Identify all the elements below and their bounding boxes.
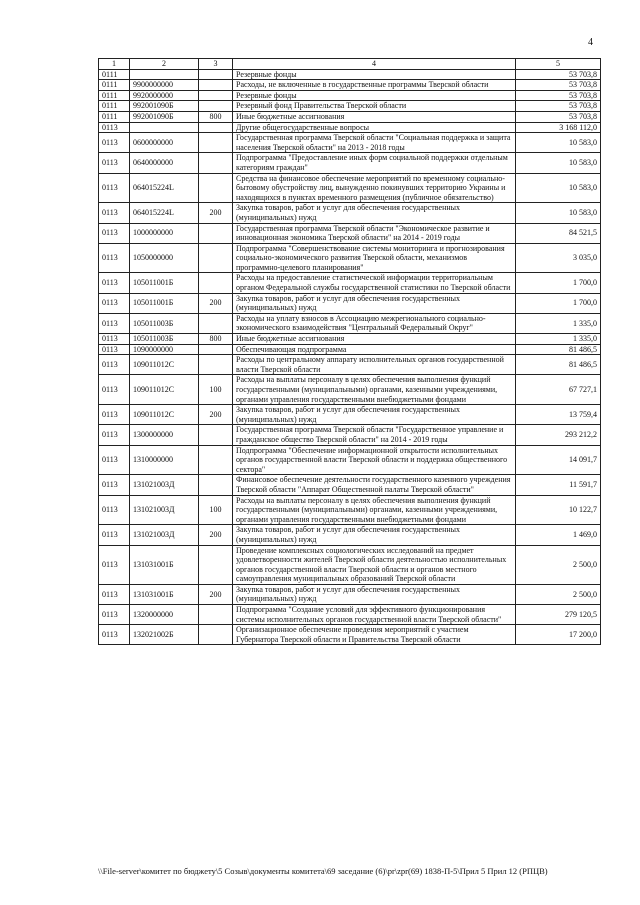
target-code-cell: 131021003Д [130,525,199,545]
section-code-cell: 0113 [99,273,130,293]
amount-cell: 17 200,0 [516,625,601,645]
target-code-cell: 9920000000 [130,90,199,101]
item-name-cell: Подпрограмма "Предоставление иных форм социальной поддержки отдельным категориям граждан" [233,153,516,173]
amount-cell: 10 583,0 [516,153,601,173]
target-code-cell: 1300000000 [130,425,199,445]
table-row [99,605,601,625]
target-code-cell: 1000000000 [130,223,199,243]
amount-cell: 10 122,7 [516,495,601,525]
item-name-cell: Государственная программа Тверской области "Экономическое развитие и инновационная экономика Тверской области" на 2014 - 2019 годы [233,223,516,243]
section-code-cell: 0113 [99,355,130,375]
section-code-cell: 0113 [99,334,130,345]
section-code-cell: 0113 [99,584,130,604]
section-code-cell: 0111 [99,69,130,80]
table-row [99,625,601,645]
amount-cell: 2 500,0 [516,545,601,584]
item-name-cell: Резервные фонды [233,90,516,101]
table-row [99,495,601,525]
amount-cell: 10 583,0 [516,173,601,203]
section-code-cell: 0113 [99,243,130,273]
section-code-cell: 0113 [99,405,130,425]
item-name-cell: Другие общегосударственные вопросы [233,122,516,133]
item-name-cell: Резервный фонд Правительства Тверской области [233,101,516,112]
target-code-cell: 105011003Б [130,313,199,333]
amount-cell: 3 035,0 [516,243,601,273]
expense-type-cell [199,355,233,375]
expense-type-cell [199,344,233,355]
item-name-cell: Иные бюджетные ассигнования [233,111,516,122]
table-row [99,122,601,133]
amount-cell: 1 700,0 [516,293,601,313]
expense-type-cell [199,101,233,112]
expense-type-cell [199,273,233,293]
section-code-cell: 0111 [99,90,130,101]
expense-type-cell [199,425,233,445]
item-name-cell: Расходы на выплаты персоналу в целях обеспечения выполнения функций государственными (муниципальными) органами, казенными учреждениями, органами управления государственными внебюджетными фондами [233,375,516,405]
item-name-cell: Средства на финансовое обеспечение мероприятий по временному социально-бытовому обустройству лиц, вынужденно покинувших территорию Украины и находящихся в пунктах временного размещения (публичное обязательство) [233,173,516,203]
target-code-cell: 1310000000 [130,445,199,475]
item-name-cell: Государственная программа Тверской области "Социальная поддержка и защита населения Тверской области" на 2013 - 2018 годы [233,133,516,153]
section-code-cell: 0113 [99,625,130,645]
page-number: 4 [588,37,593,48]
amount-cell: 3 168 112,0 [516,122,601,133]
target-code-cell: 131021003Д [130,495,199,525]
amount-cell: 1 335,0 [516,313,601,333]
table-header-row [99,59,601,70]
target-code-cell: 1320000000 [130,605,199,625]
section-code-cell: 0113 [99,293,130,313]
item-name-cell: Обеспечивающая подпрограмма [233,344,516,355]
section-code-cell: 0113 [99,313,130,333]
target-code-cell [130,69,199,80]
target-code-cell [130,122,199,133]
section-code-cell: 0113 [99,475,130,495]
budget-table [98,58,601,645]
expense-type-cell [199,80,233,91]
target-code-cell: 131031001Б [130,545,199,584]
amount-cell: 53 703,8 [516,111,601,122]
amount-cell: 293 212,2 [516,425,601,445]
table-row [99,273,601,293]
target-code-cell: 1090000000 [130,344,199,355]
section-code-cell: 0111 [99,101,130,112]
expense-type-cell [199,475,233,495]
table-row [99,425,601,445]
expense-type-cell [199,90,233,101]
table-row [99,90,601,101]
target-code-cell: 109011012С [130,375,199,405]
table-row [99,355,601,375]
section-code-cell: 0113 [99,375,130,405]
amount-cell: 279 120,5 [516,605,601,625]
expense-type-cell [199,223,233,243]
table-row [99,313,601,333]
target-code-cell: 109011012С [130,405,199,425]
expense-type-cell: 800 [199,334,233,345]
item-name-cell: Закупка товаров, работ и услуг для обеспечения государственных (муниципальных) нужд [233,525,516,545]
column-header: 3 [199,59,233,70]
expense-type-cell [199,545,233,584]
table-row [99,293,601,313]
section-code-cell: 0111 [99,111,130,122]
target-code-cell: 105011001Б [130,293,199,313]
item-name-cell: Расходы по центральному аппарату исполнительных органов государственной власти Тверской области [233,355,516,375]
item-name-cell: Закупка товаров, работ и услуг для обеспечения государственных (муниципальных) нужд [233,293,516,313]
expense-type-cell [199,133,233,153]
amount-cell: 11 591,7 [516,475,601,495]
target-code-cell: 064015224L [130,173,199,203]
table-row [99,584,601,604]
expense-type-cell [199,153,233,173]
target-code-cell: 105011003Б [130,334,199,345]
item-name-cell: Закупка товаров, работ и услуг для обеспечения государственных (муниципальных) нужд [233,405,516,425]
expense-type-cell: 200 [199,584,233,604]
expense-type-cell [199,173,233,203]
item-name-cell: Иные бюджетные ассигнования [233,334,516,345]
section-code-cell: 0113 [99,173,130,203]
column-header: 2 [130,59,199,70]
amount-cell: 81 486,5 [516,355,601,375]
table-row [99,101,601,112]
amount-cell: 10 583,0 [516,133,601,153]
section-code-cell: 0113 [99,153,130,173]
target-code-cell: 9900000000 [130,80,199,91]
item-name-cell: Финансовое обеспечение деятельности государственного казенного учреждения Тверской области "Аппарат Общественной палаты Тверской области" [233,475,516,495]
table-row [99,111,601,122]
item-name-cell: Расходы, не включенные в государственные программы Тверской области [233,80,516,91]
target-code-cell: 992001090Б [130,101,199,112]
footer-file-path: \\File-server\комитет по бюджету\5 Созыв\документы комитета\69 заседание (6)\pr\zpr(69) 1838-П-5\Прил 5 Прил 12 (РПЦВ) [98,866,548,876]
section-code-cell: 0113 [99,223,130,243]
amount-cell: 84 521,5 [516,223,601,243]
item-name-cell: Организационное обеспечение проведения мероприятий с участием Губернатора Тверской области и Правительства Тверской области [233,625,516,645]
item-name-cell: Расходы на выплаты персоналу в целях обеспечения выполнения функций государственными (муниципальными) органами, казенными учреждениями, органами управления государственными внебюджетными фондами [233,495,516,525]
expense-type-cell: 200 [199,405,233,425]
section-code-cell: 0111 [99,80,130,91]
table-row [99,203,601,223]
item-name-cell: Подпрограмма "Обеспечение информационной открытости исполнительных органов государственной власти Тверской области и поддержка общественного сектора" [233,445,516,475]
table-row [99,334,601,345]
section-code-cell: 0113 [99,203,130,223]
amount-cell: 67 727,1 [516,375,601,405]
table-row [99,445,601,475]
table-row [99,545,601,584]
expense-type-cell [199,122,233,133]
table-row [99,153,601,173]
table-row [99,405,601,425]
item-name-cell: Закупка товаров, работ и услуг для обеспечения государственных (муниципальных) нужд [233,203,516,223]
section-code-cell: 0113 [99,545,130,584]
column-header: 4 [233,59,516,70]
expense-type-cell [199,605,233,625]
section-code-cell: 0113 [99,495,130,525]
target-code-cell: 132021002Б [130,625,199,645]
amount-cell: 13 759,4 [516,405,601,425]
target-code-cell: 064015224L [130,203,199,223]
table-row [99,80,601,91]
expense-type-cell [199,313,233,333]
table-row [99,375,601,405]
expense-type-cell: 800 [199,111,233,122]
target-code-cell: 109011012С [130,355,199,375]
amount-cell: 81 486,5 [516,344,601,355]
section-code-cell: 0113 [99,605,130,625]
target-code-cell: 1050000000 [130,243,199,273]
expense-type-cell [199,445,233,475]
section-code-cell: 0113 [99,445,130,475]
amount-cell: 1 469,0 [516,525,601,545]
expense-type-cell: 100 [199,375,233,405]
section-code-cell: 0113 [99,133,130,153]
item-name-cell: Подпрограмма "Совершенствование системы мониторинга и прогнозирования социально-экономического развития Тверской области, механизмов программно-целевого планирования" [233,243,516,273]
column-header: 1 [99,59,130,70]
expense-type-cell [199,243,233,273]
target-code-cell: 105011001Б [130,273,199,293]
table-row [99,133,601,153]
item-name-cell: Расходы на уплату взносов в Ассоциацию межрегионального социально-экономического взаимодействия "Центральный Федеральный Округ" [233,313,516,333]
amount-cell: 14 091,7 [516,445,601,475]
expense-type-cell: 100 [199,495,233,525]
amount-cell: 1 700,0 [516,273,601,293]
target-code-cell: 131021003Д [130,475,199,495]
amount-cell: 10 583,0 [516,203,601,223]
target-code-cell: 131031001Б [130,584,199,604]
table-row [99,173,601,203]
item-name-cell: Закупка товаров, работ и услуг для обеспечения государственных (муниципальных) нужд [233,584,516,604]
section-code-cell: 0113 [99,344,130,355]
item-name-cell: Государственная программа Тверской области "Государственное управление и гражданское общество Тверской области" на 2014 - 2019 годы [233,425,516,445]
amount-cell: 2 500,0 [516,584,601,604]
target-code-cell: 0600000000 [130,133,199,153]
expense-type-cell: 200 [199,203,233,223]
amount-cell: 53 703,8 [516,80,601,91]
amount-cell: 1 335,0 [516,334,601,345]
amount-cell: 53 703,8 [516,101,601,112]
table-row [99,223,601,243]
item-name-cell: Резервные фонды [233,69,516,80]
amount-cell: 53 703,8 [516,69,601,80]
column-header: 5 [516,59,601,70]
expense-type-cell: 200 [199,293,233,313]
table-row [99,344,601,355]
item-name-cell: Подпрограмма "Создание условий для эффективного функционирования системы исполнительных органов государственной власти Тверской области" [233,605,516,625]
table-row [99,243,601,273]
table-row [99,69,601,80]
table-row [99,525,601,545]
item-name-cell: Проведение комплексных социологических исследований на предмет удовлетворенности жителей Тверской области деятельностью исполнительных органов государственной власти Тверской области и органов местного самоуправления муниципальных образований Тверской области [233,545,516,584]
target-code-cell: 0640000000 [130,153,199,173]
amount-cell: 53 703,8 [516,90,601,101]
section-code-cell: 0113 [99,425,130,445]
expense-type-cell [199,625,233,645]
expense-type-cell [199,69,233,80]
item-name-cell: Расходы на предоставление статистической информации территориальным органом Федеральной службы государственной статистики по Тверской области [233,273,516,293]
expense-type-cell: 200 [199,525,233,545]
target-code-cell: 992001090Б [130,111,199,122]
section-code-cell: 0113 [99,525,130,545]
section-code-cell: 0113 [99,122,130,133]
table-row [99,475,601,495]
